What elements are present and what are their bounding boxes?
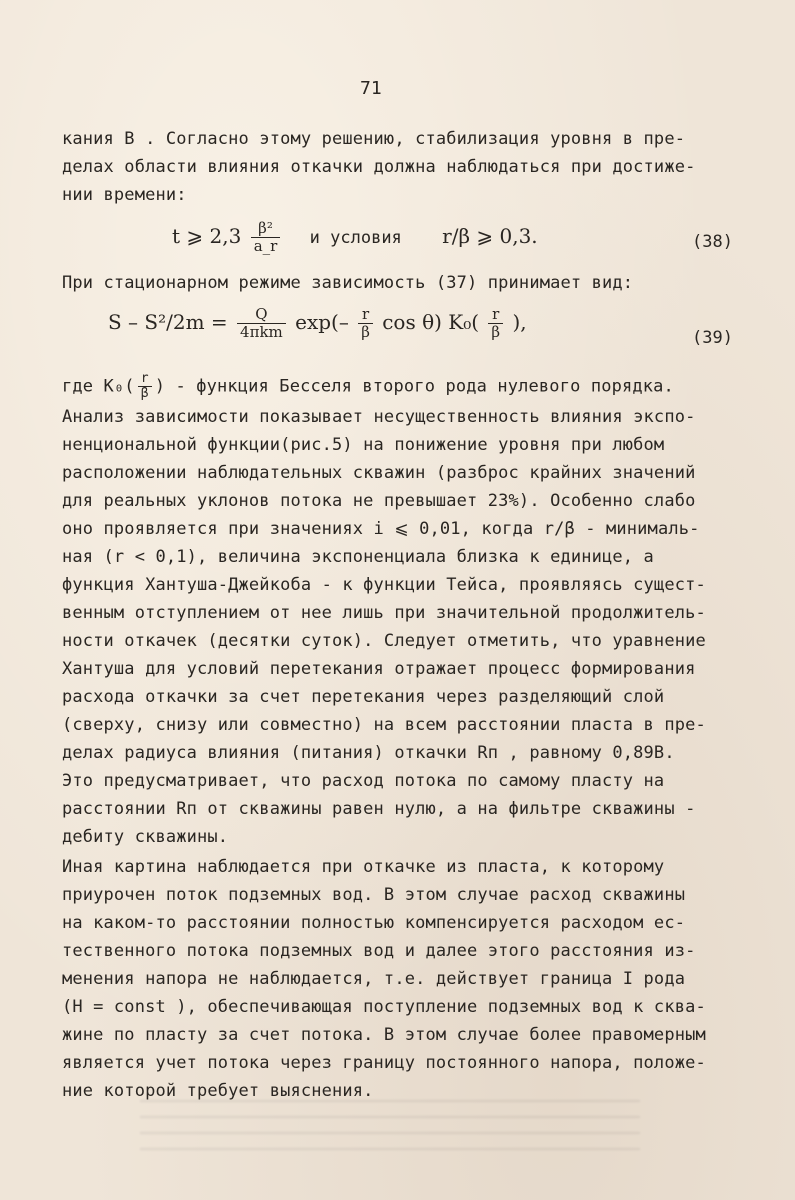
where-line — [62, 372, 730, 401]
text-line: менения напора не наблюдается, т.е. действует граница I рода — [62, 969, 686, 989]
eq39-denominator: 4πkm — [240, 323, 283, 341]
text-line: (H = const ), обеспечивающая поступление подземных вод к сква- — [62, 997, 706, 1017]
text-line: жине по пласту за счет потока. В этом случае более правомерным — [62, 1025, 706, 1045]
equation-39-label: (39) — [692, 328, 733, 348]
eq39-numerator: Q — [237, 306, 286, 324]
where-prefix: где K₀( — [62, 376, 135, 397]
text-line: венным отступлением от нее лишь при значительной продолжитель- — [62, 603, 706, 623]
eq38-left: t ⩾ 2,3 — [172, 224, 242, 248]
text-line: на каком-то расстоянии полностью компенсируется расходом ес- — [62, 913, 686, 933]
eq39-k-numerator: r — [488, 306, 503, 324]
text-line: кания B . Согласно этому решению, стабилизация уровня в пре- — [62, 129, 686, 149]
where-numerator: r — [138, 372, 152, 387]
eq39-fraction-k — [488, 306, 503, 341]
text-line: оно проявляется при значениях i ⩽ 0,01, когда r/β - минималь- — [62, 519, 700, 539]
eq39-fraction-exp — [358, 306, 373, 341]
text-line: Иная картина наблюдается при откачке из пласта, к которому — [62, 857, 665, 877]
text-line: При стационарном режиме зависимость (37) принимает вид: — [62, 273, 634, 293]
text-line: ненциональной функции(рис.5) на понижение уровня при любом — [62, 435, 665, 455]
text-line: ности откачек (десятки суток). Следует отметить, что уравнение — [62, 631, 706, 651]
text-line: делах области влияния откачки должна наблюдаться при достиже- — [62, 157, 696, 177]
equation-38-label: (38) — [692, 232, 733, 252]
text-line: расхода откачки за счет перетекания через разделяющий слой — [62, 687, 665, 707]
text-line: ная (r < 0,1), величина экспоненциала близка к единице, а — [62, 547, 654, 567]
eq38-denominator: a_r — [253, 237, 278, 255]
where-denominator: β — [140, 386, 149, 401]
eq38-middle: и условия — [309, 228, 402, 248]
text-line: Анализ зависимости показывает несущественность влияния экспо- — [62, 407, 696, 427]
where-suffix: ) - функция Бесселя второго рода нулевого порядка. — [154, 376, 674, 397]
eq38-fraction — [251, 220, 281, 255]
eq38-numerator: β² — [251, 220, 281, 238]
equation-38 — [172, 220, 538, 255]
equation-39 — [108, 306, 527, 341]
page-number: 71 — [360, 78, 382, 99]
text-line: (сверху, снизу или совместно) на всем расстоянии пласта в пре- — [62, 715, 706, 735]
text-line: дебиту скважины. — [62, 827, 229, 847]
text-line: приурочен поток подземных вод. В этом случае расход скважины — [62, 885, 686, 905]
where-fraction — [138, 372, 152, 401]
text-line: ние которой требует выяснения. — [62, 1081, 374, 1101]
text-line: тественного потока подземных вод и далее этого расстояния из- — [62, 941, 696, 961]
eq39-exp-denominator: β — [361, 323, 370, 341]
text-line: является учет потока через границу постоянного напора, положе- — [62, 1053, 706, 1073]
eq39-left: S – S²/2m = — [108, 310, 228, 334]
eq39-exp-numerator: r — [358, 306, 373, 324]
eq39-end: ), — [512, 310, 527, 334]
text-line: нии времени: — [62, 185, 187, 205]
text-line: Хантуша для условий перетекания отражает процесс формирования — [62, 659, 696, 679]
text-line: Это предусматривает, что расход потока по самому пласту на — [62, 771, 665, 791]
eq38-right: r/β ⩾ 0,3. — [442, 224, 538, 248]
eq39-fraction-main — [237, 306, 286, 341]
bleed-through-shadow — [140, 1100, 640, 1160]
eq39-exp: exp(– — [295, 310, 356, 334]
text-line: расстоянии Rп от скважины равен нулю, а на фильтре скважины - — [62, 799, 696, 819]
text-line: расположении наблюдательных скважин (разброс крайних значений — [62, 463, 696, 483]
eq39-tail: cos θ) K₀( — [382, 310, 480, 334]
text-line: для реальных уклонов потока не превышает 23%). Особенно слабо — [62, 491, 696, 511]
text-line: делах радиуса влияния (питания) откачки Rп , равному 0,89B. — [62, 743, 675, 763]
text-line: функция Хантуша-Джейкоба - к функции Тейса, проявляясь сущест- — [62, 575, 706, 595]
eq39-k-denominator: β — [491, 323, 501, 341]
